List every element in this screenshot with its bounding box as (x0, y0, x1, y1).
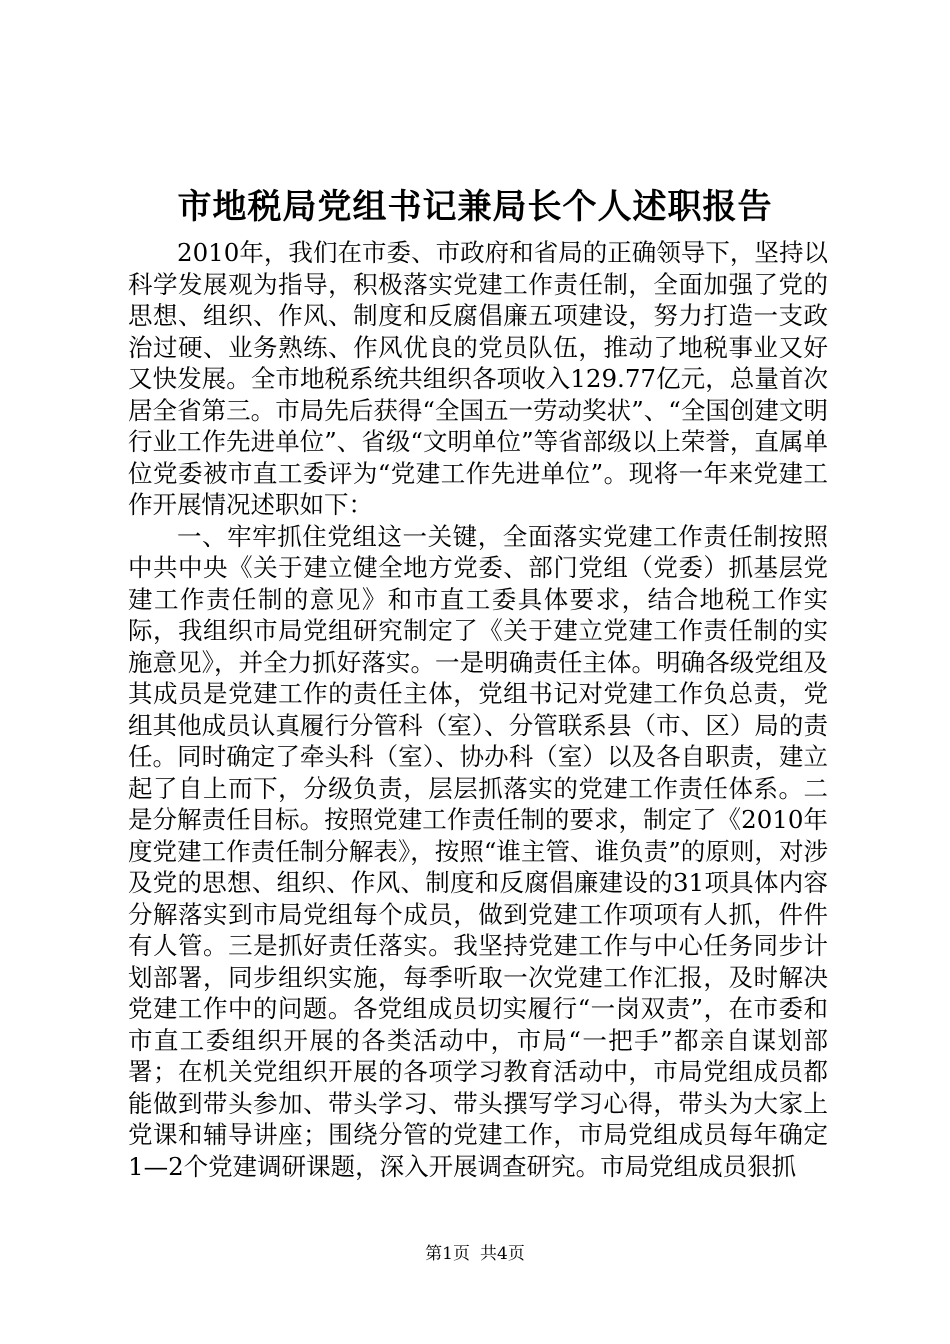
paragraph-section-one: 一、牢牢抓住党组这一关键，全面落实党建工作责任制按照中共中央《关于建立健全地方党委、部门党组（党委）抓基层党建工作责任制的意见》和市直工委具体要求，结合地税工作实际，我组织市局党组研究制定了《关于建立党建工作责任制的实施意见》，并全力抓好落实。一是明确责任主体。明确各级党组及其成员是党建工作的责任主体，党组书记对党建工作负总责，党组其他成员认真履行分管科（室）、分管联系县（市、区）局的责任。同时确定了牵头科（室）、协办科（室）以及各自职责，建立起了自上而下，分级负责，层层抓落实的党建工作责任体系。二是分解责任目标。按照党建工作责任制的要求，制定了《2010年度党建工作责任制分解表》，按照“谁主管、谁负责”的原则，对涉及党的思想、组织、作风、制度和反腐倡廉建设的31项具体内容分解落实到市局党组每个成员，做到党建工作项项有人抓，件件有人管。三是抓好责任落实。我坚持党建工作与中心任务同步计划部署，同步组织实施，每季听取一次党建工作汇报，及时解决党建工作中的问题。各党组成员切实履行“一岗双责”，在市委和市直工委组织开展的各类活动中，市局“一把手”都亲自谋划部署；在机关党组织开展的各项学习教育活动中，市局党组成员都能做到带头参加、带头学习、带头撰写学习心得，带头为大家上党课和辅导讲座；围绕分管的党建工作，市局党组成员每年确定1—2个党建调研课题，深入开展调查研究。市局党组成员狠抓 (128, 521, 828, 1181)
page-number: 第1页 (425, 1244, 470, 1264)
document-title: 市地税局党组书记兼局长个人述职报告 (177, 187, 773, 227)
page-total: 共4页 (480, 1244, 525, 1264)
paragraph-intro: 2010年，我们在市委、市政府和省局的正确领导下，坚持以科学发展观为指导，积极落实党建工作责任制，全面加强了党的思想、组织、作风、制度和反腐倡廉五项建设，努力打造一支政治过硬、业务熟练、作风优良的党员队伍，推动了地税事业又好又快发展。全市地税系统共组织各项收入129.77亿元，总量首次居全省第三。市局先后获得“全国五一劳动奖状”、“全国创建文明行业工作先进单位”、省级“文明单位”等省部级以上荣誉，直属单位党委被市直工委评为“党建工作先进单位”。现将一年来党建工作开展情况述职如下： (128, 238, 828, 519)
document-body (128, 237, 828, 1182)
page-footer (0, 1242, 950, 1266)
